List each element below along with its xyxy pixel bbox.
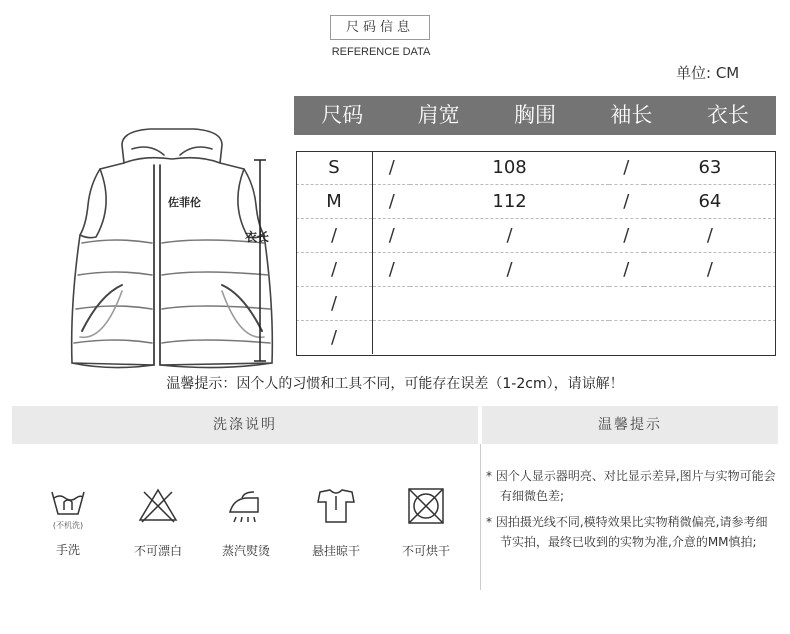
care-item-no-bleach [118,484,198,559]
care-item-no-tumble-dry [386,484,466,559]
col-chest: 胸围 [514,103,557,127]
no-tumble-dry-label: 不可烘干 [401,544,450,558]
table-row [296,185,776,219]
size-table-header [294,96,776,135]
section-subtitle: REFERENCE DATA [331,46,431,58]
col-shoulder: 肩宽 [417,103,460,127]
table-row [296,219,776,253]
table-cell: M [296,185,373,219]
care-item-hang-dry [296,484,376,559]
table-cell: 112 [410,185,608,219]
table-cell: / [609,253,644,287]
wash-section-header: 洗涤说明 [12,406,478,444]
table-cell: / [644,253,776,287]
col-size: 尺码 [321,103,364,127]
note-item: * 因拍摄光线不同,模特效果比实物稍微偏亮,请参考细节实拍，最终已收到的实物为准,介意的MM慎拍; [486,515,768,549]
table-cell: S [296,151,373,185]
table-cell: / [623,157,630,178]
table-cell [373,287,777,321]
no-tumble-dry-icon [404,484,448,528]
table-cell: / [609,185,644,219]
table-cell: / [373,185,411,219]
hand-wash-label: 手洗 [55,543,80,557]
table-cell: / [296,287,373,321]
measurement-tip: 温馨提示：因个人的习惯和工具不同，可能存在误差（1-2cm），请谅解！ [166,376,624,392]
hang-dry-icon [314,484,358,528]
warm-notes [486,466,776,558]
table-row [296,253,776,287]
care-item-hand-wash [28,484,108,558]
no-bleach-icon [136,484,180,528]
vest-illustration [60,125,285,375]
section-divider [480,444,481,590]
table-cell: / [410,219,608,253]
hang-dry-label: 悬挂晾干 [311,544,360,558]
table-cell: / [644,219,776,253]
table-cell: / [296,219,373,253]
table-cell: 64 [644,185,776,219]
care-item-steam-iron [206,484,286,559]
no-bleach-label: 不可漂白 [133,544,182,558]
table-row [296,287,776,321]
table-cell: / [388,157,395,178]
section-title-box: 尺码信息 [330,15,430,40]
length-label: 衣长 [245,230,270,244]
table-cell: / [609,219,644,253]
table-row [296,321,776,355]
table-row [296,151,776,185]
hand-wash-sublabel: (不机洗) [52,521,84,530]
table-cell: 63 [698,157,722,178]
table-cell [373,321,777,355]
note-item: * 因个人显示器明亮、对比显示差异,图片与实物可能会有细微色差; [486,469,776,503]
col-length: 衣长 [706,103,749,127]
vest-brand-label: 佐菲伦 [168,196,201,209]
size-table [296,151,776,354]
steam-iron-icon [224,484,268,528]
table-cell: / [373,253,411,287]
table-cell: / [296,321,373,355]
table-cell: / [373,219,411,253]
table-cell: / [296,253,373,287]
col-sleeve: 袖长 [610,103,653,127]
unit-label: 单位: CM [676,64,740,82]
table-cell: 108 [492,157,527,178]
steam-iron-label: 蒸汽熨烫 [221,544,270,558]
table-cell: / [410,253,608,287]
warm-section-header: 温馨提示 [482,406,778,444]
